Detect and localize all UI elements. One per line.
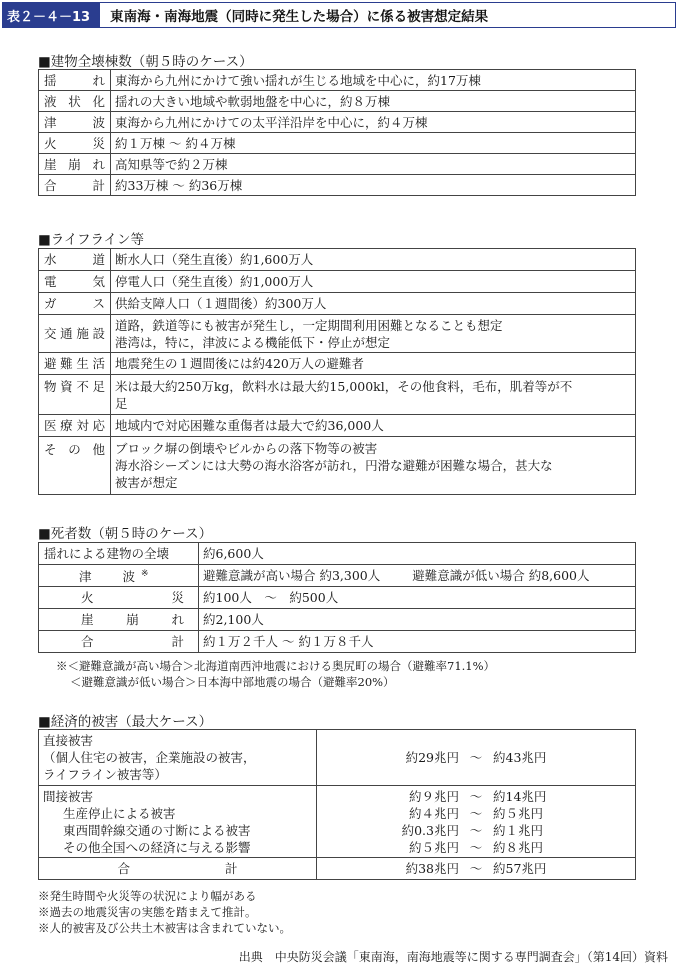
table-number: 表２－４－13 bbox=[3, 3, 100, 27]
economic-note-3: ※人的被害及び公共土木被害は含まれていない。 bbox=[38, 921, 291, 935]
table-row bbox=[39, 353, 636, 375]
table-row bbox=[39, 543, 636, 565]
row-label: 崖崩れ bbox=[39, 154, 111, 175]
table-row bbox=[39, 786, 636, 858]
row-value bbox=[111, 437, 636, 495]
amount-to: 約43兆円 bbox=[493, 750, 547, 765]
line: 道路，鉄道等にも被害が発生し，一定期間利用困難となることも想定 bbox=[115, 317, 503, 333]
row-label: 火災 bbox=[39, 133, 111, 154]
economic-note-2: ※過去の地震災害の実態を踏まえて推計。 bbox=[38, 905, 257, 919]
table-row bbox=[39, 315, 636, 353]
row-value: 約33万棟 〜 約36万棟 bbox=[111, 175, 636, 196]
indirect-damage-label bbox=[39, 786, 317, 858]
amount-from: 約38兆円 bbox=[405, 861, 459, 876]
line: 足 bbox=[115, 395, 128, 411]
row-value: 地域内で対応困難な重傷者は最大で約36,000人 bbox=[111, 415, 636, 437]
row-value: 約１万棟 〜 約４万棟 bbox=[111, 133, 636, 154]
line: 米は最大約250万kg，飲料水は最大約15,000kl，その他食料，毛布，肌着等が不 bbox=[115, 378, 573, 394]
row-label: 津波 bbox=[39, 112, 111, 133]
source-citation: 出典 中央防災会議「東南海，南海地震等に関する専門調査会」（第14回）資料 bbox=[238, 950, 668, 964]
row-value: 地震発生の１週間後には約420万人の避難者 bbox=[111, 353, 636, 375]
economic-note-1: ※発生時間や火災等の状況により幅がある bbox=[38, 889, 257, 903]
line: ライフライン被害等） bbox=[43, 767, 167, 782]
line: 間接被害 bbox=[43, 788, 94, 804]
table-row bbox=[39, 175, 636, 196]
deaths-table bbox=[38, 542, 636, 653]
table-row bbox=[39, 437, 636, 495]
row-label: 揺れによる建物の全壊 bbox=[39, 543, 199, 565]
amount-from: 約４兆円 bbox=[408, 805, 459, 821]
amount-from: 約５兆円 bbox=[408, 839, 459, 855]
table-row bbox=[39, 112, 636, 133]
amount-to: 約５兆円 bbox=[493, 805, 544, 821]
tilde: 〜 bbox=[469, 788, 483, 804]
table-row bbox=[39, 375, 636, 415]
line: （個人住宅の被害，企業施設の被害， bbox=[43, 750, 256, 765]
row-value: 東海から九州にかけての太平洋沿岸を中心に，約４万棟 bbox=[111, 112, 636, 133]
deaths-note-2: ＜避難意識が低い場合＞日本海中部地震の場合（避難率20%） bbox=[70, 675, 395, 689]
page-title: 東南海・南海地震（同時に発生した場合）に係る被害想定結果 bbox=[110, 9, 489, 25]
table-row bbox=[39, 154, 636, 175]
table-row bbox=[39, 565, 636, 587]
deaths-note-1: ※＜避難意識が高い場合＞北海道南西沖地震における奥尻町の場合（避難率71.1%） bbox=[56, 659, 496, 673]
tilde: 〜 bbox=[469, 839, 483, 855]
tilde: 〜 bbox=[469, 822, 483, 838]
economic-heading: ■経済的被害（最大ケース） bbox=[38, 714, 213, 730]
total-label-text: 合計 bbox=[117, 861, 238, 876]
line: ブロック塀の倒壊やビルからの落下物等の被害 bbox=[115, 441, 378, 456]
line: 直接被害 bbox=[43, 733, 94, 748]
amount-to: 約８兆円 bbox=[493, 839, 544, 855]
row-value: 東海から九州にかけて強い揺れが生じる地域を中心に，約17万棟 bbox=[111, 70, 636, 91]
row-value: 断水人口（発生直後）約1,600万人 bbox=[111, 249, 636, 271]
economic-table bbox=[38, 729, 636, 880]
title-bar bbox=[2, 2, 676, 28]
tsunami-low: 避難意識が低い場合 約8,600人 bbox=[412, 568, 590, 583]
table-row bbox=[39, 609, 636, 631]
line: 港湾は，特に，津波による機能低下・停止が想定 bbox=[115, 334, 391, 350]
amount-from: 約９兆円 bbox=[408, 788, 459, 804]
amount-to: 約１兆円 bbox=[493, 822, 544, 838]
tilde: 〜 bbox=[469, 750, 483, 765]
row-value: 約100人 〜 約500人 bbox=[199, 587, 636, 609]
amount-from: 約0.3兆円 bbox=[401, 822, 459, 838]
amount-to: 約14兆円 bbox=[493, 788, 547, 804]
row-label: 物資不足 bbox=[39, 375, 111, 415]
row-label bbox=[39, 565, 199, 587]
row-value bbox=[199, 565, 636, 587]
line: その他全国への経済に与える影響 bbox=[63, 839, 251, 855]
table-row bbox=[39, 415, 636, 437]
table-row bbox=[39, 91, 636, 112]
row-value bbox=[111, 315, 636, 353]
lifeline-heading: ■ライフライン等 bbox=[38, 232, 145, 248]
lifeline-table bbox=[38, 248, 636, 495]
row-label: ガス bbox=[39, 293, 111, 315]
row-label: 合計 bbox=[39, 631, 199, 653]
row-label: 揺れ bbox=[39, 70, 111, 91]
amount-from: 約29兆円 bbox=[405, 750, 459, 765]
row-label: 崖崩れ bbox=[39, 609, 199, 631]
row-label: その他 bbox=[39, 437, 111, 495]
table-row bbox=[39, 271, 636, 293]
tilde: 〜 bbox=[469, 861, 483, 876]
row-label: 電気 bbox=[39, 271, 111, 293]
row-label: 避難生活 bbox=[39, 353, 111, 375]
tilde: 〜 bbox=[469, 805, 483, 821]
row-label: 合計 bbox=[39, 175, 111, 196]
line: 東西間幹線交通の寸断による被害 bbox=[63, 822, 251, 838]
deaths-heading: ■死者数（朝５時のケース） bbox=[38, 526, 213, 542]
tsunami-label: 津波 bbox=[79, 569, 135, 585]
table-row bbox=[39, 133, 636, 154]
indirect-damage-value bbox=[317, 786, 636, 858]
line: 生産停止による被害 bbox=[63, 805, 176, 821]
row-label: 液状化 bbox=[39, 91, 111, 112]
table-row bbox=[39, 249, 636, 271]
table-row bbox=[39, 587, 636, 609]
row-value: 供給支障人口（１週間後）約300万人 bbox=[111, 293, 636, 315]
row-value: 約2,100人 bbox=[199, 609, 636, 631]
table-row bbox=[39, 631, 636, 653]
row-label: 医療対応 bbox=[39, 415, 111, 437]
total-label bbox=[39, 858, 317, 880]
tsunami-high: 避難意識が高い場合 約3,300人 bbox=[203, 568, 381, 583]
buildings-table bbox=[38, 69, 636, 196]
total-value bbox=[317, 858, 636, 880]
row-value: 約１万２千人 〜 約１万８千人 bbox=[199, 631, 636, 653]
amount-to: 約57兆円 bbox=[493, 861, 547, 876]
buildings-heading: ■建物全壊棟数（朝５時のケース） bbox=[38, 54, 253, 70]
row-label: 水道 bbox=[39, 249, 111, 271]
table-row bbox=[39, 730, 636, 786]
row-value: 高知県等で約２万棟 bbox=[111, 154, 636, 175]
row-value: 揺れの大きい地域や軟弱地盤を中心に，約８万棟 bbox=[111, 91, 636, 112]
table-row bbox=[39, 293, 636, 315]
row-label: 火災 bbox=[39, 587, 199, 609]
row-value bbox=[111, 375, 636, 415]
note-mark: ※ bbox=[141, 568, 149, 579]
line: 被害が想定 bbox=[115, 475, 178, 490]
row-value: 停電人口（発生直後）約1,000万人 bbox=[111, 271, 636, 293]
direct-damage-label bbox=[39, 730, 317, 786]
table-row bbox=[39, 70, 636, 91]
table-row bbox=[39, 858, 636, 880]
direct-damage-value bbox=[317, 730, 636, 786]
row-label: 交通施設 bbox=[39, 315, 111, 353]
line: 海水浴シーズンには大勢の海水浴客が訪れ，円滑な避難が困難な場合，甚大な bbox=[115, 458, 553, 473]
row-value: 約6,600人 bbox=[199, 543, 636, 565]
